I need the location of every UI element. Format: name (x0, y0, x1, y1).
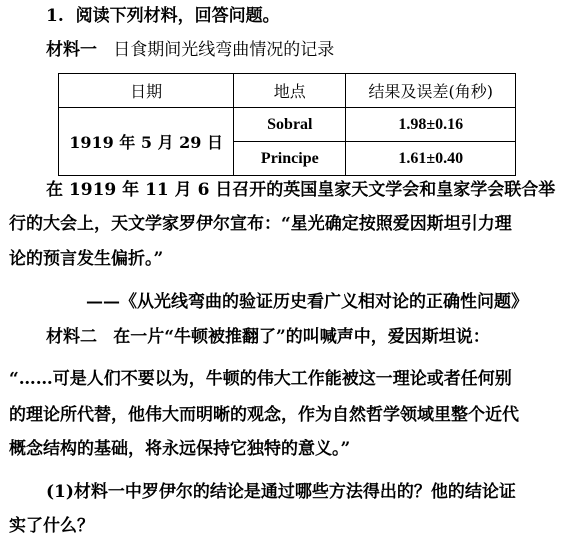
table-header-result: 结果及误差(角秒) (346, 74, 516, 108)
material2-label: 材料二 (46, 327, 97, 347)
material1-heading (46, 38, 334, 62)
material2-quote-line: “……可是人们不要以为，牛顿的伟大工作能被这一理论或者任何别 (9, 369, 512, 389)
material1-paragraph-line: 在 1919 年 11 月 6 日召开的英国皇家天文学会和皇家学会联合举 (46, 180, 556, 200)
material2-quote-line: 概念结构的基础，将永远保持它独特的意义。” (9, 439, 351, 459)
material1-paragraph-line: 论的预言发生偏折。” (9, 249, 164, 269)
question-number: 1. (46, 6, 64, 26)
table-header-place: 地点 (234, 74, 346, 108)
table-cell-place: Principe (234, 142, 346, 176)
material1-source: ——《从光线弯曲的验证历史看广义相对论的正确性问题》 (86, 292, 528, 312)
table-header-row (59, 74, 516, 108)
subquestion-line: (1)材料一中罗伊尔的结论是通过哪些方法得出的？他的结论证 (46, 482, 516, 502)
table-cell-result: 1.98±0.16 (346, 108, 516, 142)
material1-label: 材料一 (46, 40, 97, 60)
subquestion-line: 实了什么？ (9, 516, 94, 536)
table-row (59, 108, 516, 142)
material2-heading (46, 325, 490, 349)
material2-quote-line: 的理论所代替，他伟大而明晰的观念，作为自然哲学领域里整个近代 (9, 405, 519, 425)
material1-paragraph-line: 行的大会上，天文学家罗伊尔宣布：“星光确定按照爱因斯坦引力理 (9, 214, 512, 234)
table-cell-place: Sobral (234, 108, 346, 142)
table-cell-result: 1.61±0.40 (346, 142, 516, 176)
table-header-date: 日期 (59, 74, 234, 108)
material1-title: 日食期间光线弯曲情况的记录 (113, 40, 335, 60)
table-cell-date: 1919 年 5 月 29 日 (59, 108, 234, 176)
material2-first-line: 在一片“牛顿被推翻了”的叫喊声中，爱因斯坦说： (113, 327, 490, 347)
question-prompt: 阅读下列材料，回答问题。 (75, 6, 280, 26)
eclipse-record-table (58, 73, 516, 176)
question-header (46, 4, 280, 28)
